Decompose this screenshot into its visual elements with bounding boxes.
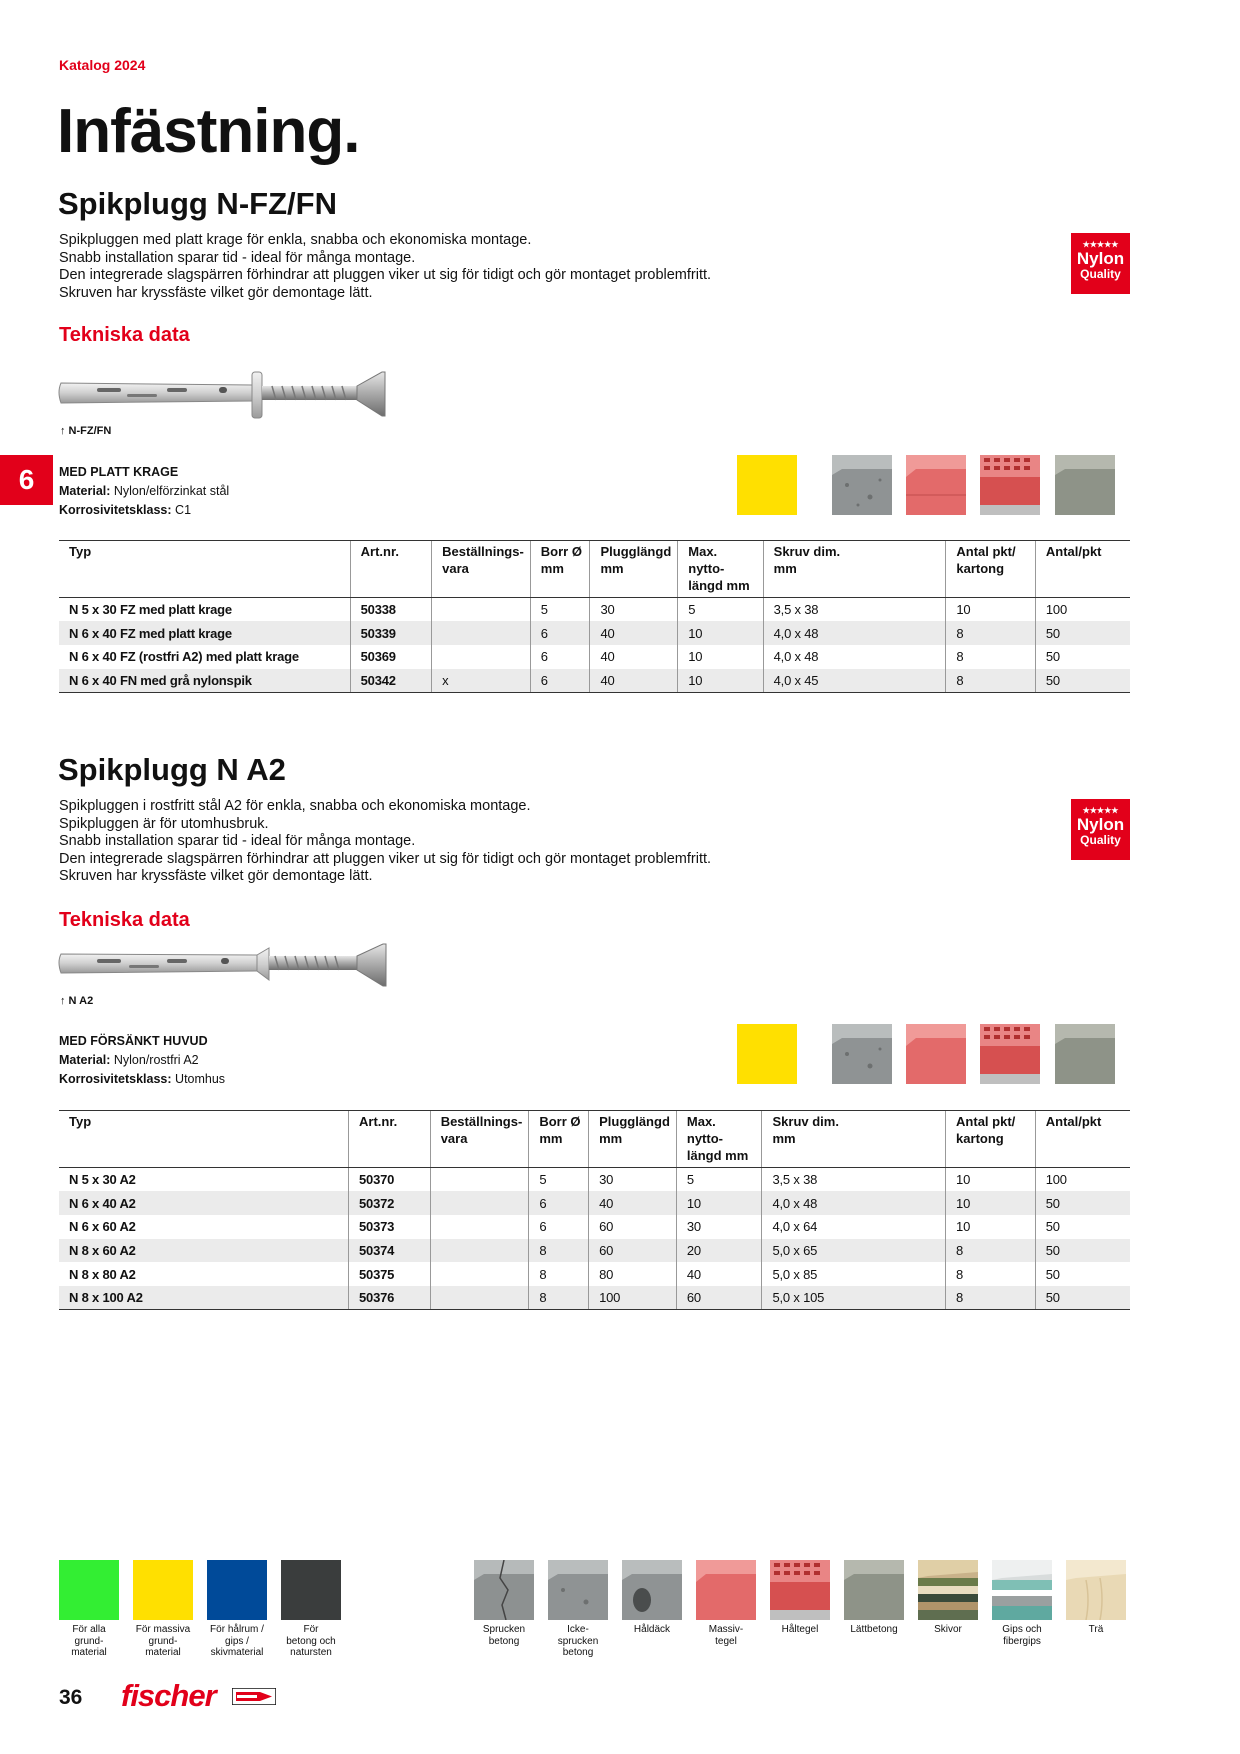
table-cell: 50370 (349, 1168, 431, 1192)
table-cell: 5,0 x 65 (762, 1239, 946, 1263)
table-cell: x (432, 669, 531, 693)
table-cell (430, 1286, 529, 1310)
spec-table-nfz (59, 540, 1130, 693)
product-title: Spikplugg N A2 (58, 752, 286, 787)
table-cell: 100 (589, 1286, 677, 1310)
table-cell: 10 (678, 645, 763, 669)
table-cell: 10 (678, 669, 763, 693)
table-row (59, 1168, 1130, 1192)
table-cell: 8 (946, 1262, 1036, 1286)
col-header: Art.nr. (350, 541, 432, 598)
col-header: Skruv dim. mm (762, 1111, 946, 1168)
table-cell: 50 (1035, 669, 1130, 693)
col-header: Typ (59, 541, 350, 598)
table-cell: N 8 x 80 A2 (69, 1266, 136, 1282)
table-cell: 40 (590, 645, 678, 669)
boards-icon (918, 1560, 978, 1620)
table-cell: 30 (589, 1168, 677, 1192)
table-cell: 5,0 x 105 (762, 1286, 946, 1310)
table-cell: 5,0 x 85 (762, 1262, 946, 1286)
table-cell (430, 1168, 529, 1192)
table-cell: 8 (529, 1239, 589, 1263)
table-row (59, 1262, 1130, 1286)
table-cell: 5 (678, 598, 763, 622)
legend-hollow-materials (207, 1560, 267, 1620)
solid-brick-icon (696, 1560, 756, 1620)
table-cell: 50339 (350, 621, 432, 645)
table-cell: N 8 x 100 A2 (59, 1286, 349, 1310)
table-cell: 60 (676, 1286, 762, 1310)
product-properties: MED FÖRSÄNKT HUVUD Material: Nylon/rostfri A2 Korrosivitetsklass: Utomhus (59, 1034, 226, 1086)
table-cell: 4,0 x 45 (763, 669, 946, 693)
spec-table-na2 (59, 1110, 1130, 1310)
uncracked-concrete-icon (548, 1560, 608, 1620)
table-cell: 8 (946, 1239, 1036, 1263)
nylon-quality-badge: ★★★★★ Nylon Quality (1071, 799, 1130, 860)
table-cell: N 6 x 40 FN med grå nylonspik (59, 669, 350, 693)
table-cell: 50342 (350, 669, 432, 693)
table-cell: 10 (946, 598, 1036, 622)
legend-label: Håltegel (781, 1624, 819, 1635)
table-cell: 50375 (349, 1262, 431, 1286)
image-caption: ↑ N A2 (60, 995, 94, 1007)
legend-label: Håldäck (633, 1624, 671, 1635)
catalog-label: Katalog 2024 (59, 57, 146, 73)
legend-label: För alla grund- material (71, 1624, 107, 1658)
uncracked-concrete-icon (832, 455, 892, 515)
table-cell: N 5 x 30 A2 (69, 1172, 136, 1188)
table-row (59, 1286, 1130, 1310)
table-cell: 30 (590, 598, 678, 622)
col-header: Max. nytto- längd mm (676, 1111, 762, 1168)
table-cell: 5 (676, 1168, 762, 1192)
legend-label: Skivor (934, 1624, 962, 1635)
table-cell: 8 (529, 1262, 589, 1286)
col-header: Skruv dim. mm (763, 541, 946, 598)
table-cell: 50338 (350, 598, 432, 622)
gypsum-icon (992, 1560, 1052, 1620)
table-cell: 6 (530, 645, 590, 669)
table-cell: 50 (1035, 1191, 1130, 1215)
hollow-deck-icon (622, 1560, 682, 1620)
table-row (59, 1191, 1130, 1215)
table-cell: 40 (590, 621, 678, 645)
table-cell: 60 (589, 1239, 677, 1263)
product-description: Spikpluggen i rostfritt stål A2 för enkla, snabba och ekonomiska montage. Spikpluggen är för utomhusbruk. Snabb installation sparar tid - ideal för många montage. Den integrerade slagspärren förhindrar att pluggen viker ut sig för tidigt och gör montaget problemfritt. Skruven har kryssfäste vilket gör demontage lätt. (59, 798, 712, 884)
legend-concrete-stone (281, 1560, 341, 1620)
product-title: Spikplugg N-FZ/FN (58, 186, 337, 221)
table-cell: 8 (946, 1286, 1036, 1310)
table-cell: 5 (529, 1168, 589, 1192)
legend-label: För hålrum / gips / skivmaterial (210, 1624, 264, 1658)
image-caption: ↑ N-FZ/FN (60, 425, 112, 437)
legend-label: Trä (1088, 1624, 1104, 1635)
product-image-nfz (57, 366, 389, 424)
legend-label: Lättbetong (850, 1624, 898, 1635)
table-cell: 4,0 x 48 (762, 1191, 946, 1215)
legend-label: Gips och fibergips (1002, 1624, 1042, 1647)
solid-base-swatch (737, 455, 797, 515)
table-cell: N 6 x 40 FZ (rostfri A2) med platt krage (69, 649, 299, 665)
table-cell: N 6 x 40 A2 (59, 1191, 349, 1215)
table-cell: 6 (529, 1191, 589, 1215)
col-header: Plugglängd mm (589, 1111, 677, 1168)
fischer-logo: fischer (121, 1678, 216, 1713)
solid-base-swatch (737, 1024, 797, 1084)
col-header: Beställnings- vara (430, 1111, 529, 1168)
col-header: Max. nytto- längd mm (678, 541, 763, 598)
table-cell: 60 (589, 1215, 677, 1239)
table-cell: 8 (946, 669, 1036, 693)
table-cell: 80 (589, 1262, 677, 1286)
aerated-concrete-icon (1055, 455, 1115, 515)
table-cell: 4,0 x 64 (762, 1215, 946, 1239)
solid-brick-icon (906, 455, 966, 515)
table-row (59, 1239, 1130, 1263)
legend-label: Massiv- tegel (708, 1624, 744, 1647)
table-cell: 50369 (350, 645, 432, 669)
table-cell: 6 (530, 669, 590, 693)
perforated-brick-icon (980, 1024, 1040, 1084)
table-cell: 10 (946, 1215, 1036, 1239)
col-header: Borr Ø mm (530, 541, 590, 598)
page-title: Infästning. (57, 97, 360, 166)
aerated-concrete-icon (844, 1560, 904, 1620)
legend-solid-materials (133, 1560, 193, 1620)
table-cell: 50 (1035, 1215, 1130, 1239)
page-number: 36 (59, 1686, 83, 1709)
table-cell (430, 1262, 529, 1286)
col-header: Beställnings- vara (432, 541, 531, 598)
table-cell: 3,5 x 38 (763, 598, 946, 622)
wood-icon (1066, 1560, 1126, 1620)
table-cell: 50 (1035, 645, 1130, 669)
table-row (59, 1215, 1130, 1239)
table-cell: 4,0 x 48 (763, 621, 946, 645)
table-row (59, 621, 1130, 645)
col-header: Art.nr. (349, 1111, 431, 1168)
table-cell (432, 645, 531, 669)
perforated-brick-icon (980, 455, 1040, 515)
table-cell: N 8 x 60 A2 (59, 1239, 349, 1263)
table-cell: 40 (589, 1191, 677, 1215)
nylon-quality-badge: ★★★★★ Nylon Quality (1071, 233, 1130, 294)
table-cell: 4,0 x 48 (763, 645, 946, 669)
table-header (59, 541, 1130, 598)
table-cell (432, 621, 531, 645)
table-cell: 3,5 x 38 (762, 1168, 946, 1192)
table-cell: 5 (530, 598, 590, 622)
table-cell: 6 (529, 1215, 589, 1239)
table-cell: 20 (676, 1239, 762, 1263)
table-cell: 40 (676, 1262, 762, 1286)
col-header: Antal pkt/ kartong (946, 1111, 1036, 1168)
table-cell: 50376 (349, 1286, 431, 1310)
table-cell: 6 (530, 621, 590, 645)
solid-brick-icon (906, 1024, 966, 1084)
legend-label: Icke- sprucken betong (557, 1624, 599, 1658)
cracked-concrete-icon (474, 1560, 534, 1620)
product-description: Spikpluggen med platt krage för enkla, snabba och ekonomiska montage. Snabb installation sparar tid - ideal för många montage. Den integrerade slagspärren förhindrar att pluggen viker ut sig för tidigt och gör montaget problemfritt. Skruven har kryssfäste vilket gör demontage lätt. (59, 232, 712, 301)
fischer-logo-mark (232, 1688, 276, 1705)
table-cell: 50372 (349, 1191, 431, 1215)
table-row (59, 645, 1130, 669)
table-row (59, 669, 1130, 693)
table-cell: N 6 x 60 A2 (69, 1219, 136, 1235)
aerated-concrete-icon (1055, 1024, 1115, 1084)
table-cell (430, 1215, 529, 1239)
col-header: Plugglängd mm (590, 541, 678, 598)
legend-all-materials (59, 1560, 119, 1620)
legend-label: Sprucken betong (482, 1624, 526, 1647)
table-cell: N 6 x 40 FZ med platt krage (59, 621, 350, 645)
table-cell: 50374 (349, 1239, 431, 1263)
legend-label: För massiva grund- material (135, 1624, 191, 1658)
table-cell: 8 (529, 1286, 589, 1310)
table-cell: 30 (676, 1215, 762, 1239)
table-cell (430, 1239, 529, 1263)
chapter-tab[interactable]: 6 (0, 455, 53, 505)
tech-data-heading: Tekniska data (59, 324, 190, 346)
table-cell: 50 (1035, 621, 1130, 645)
table-cell: 100 (1035, 1168, 1130, 1192)
perforated-brick-icon (770, 1560, 830, 1620)
col-header: Antal/pkt (1035, 541, 1130, 598)
table-cell: N 5 x 30 FZ med platt krage (69, 602, 232, 618)
table-cell: 10 (676, 1191, 762, 1215)
tech-data-heading: Tekniska data (59, 909, 190, 931)
table-cell (432, 598, 531, 622)
table-cell: 50373 (349, 1215, 431, 1239)
table-header (59, 1111, 1130, 1168)
col-header: Antal pkt/ kartong (946, 541, 1036, 598)
table-cell: 10 (946, 1168, 1036, 1192)
table-cell: 10 (946, 1191, 1036, 1215)
table-cell: 40 (590, 669, 678, 693)
uncracked-concrete-icon (832, 1024, 892, 1084)
col-header: Antal/pkt (1035, 1111, 1130, 1168)
table-cell: 8 (946, 645, 1036, 669)
table-row (59, 598, 1130, 622)
table-cell: 50 (1035, 1286, 1130, 1310)
col-header: Borr Ø mm (529, 1111, 589, 1168)
product-properties: MED PLATT KRAGE Material: Nylon/elförzinkat stål Korrosivitetsklass: C1 (59, 465, 230, 517)
product-image-na2 (57, 942, 389, 990)
table-cell: 100 (1035, 598, 1130, 622)
table-cell (430, 1191, 529, 1215)
legend-label: För betong och natursten (286, 1624, 336, 1658)
table-cell: 8 (946, 621, 1036, 645)
col-header: Typ (59, 1111, 349, 1168)
table-cell: 50 (1035, 1239, 1130, 1263)
table-cell: 50 (1035, 1262, 1130, 1286)
table-cell: 10 (678, 621, 763, 645)
